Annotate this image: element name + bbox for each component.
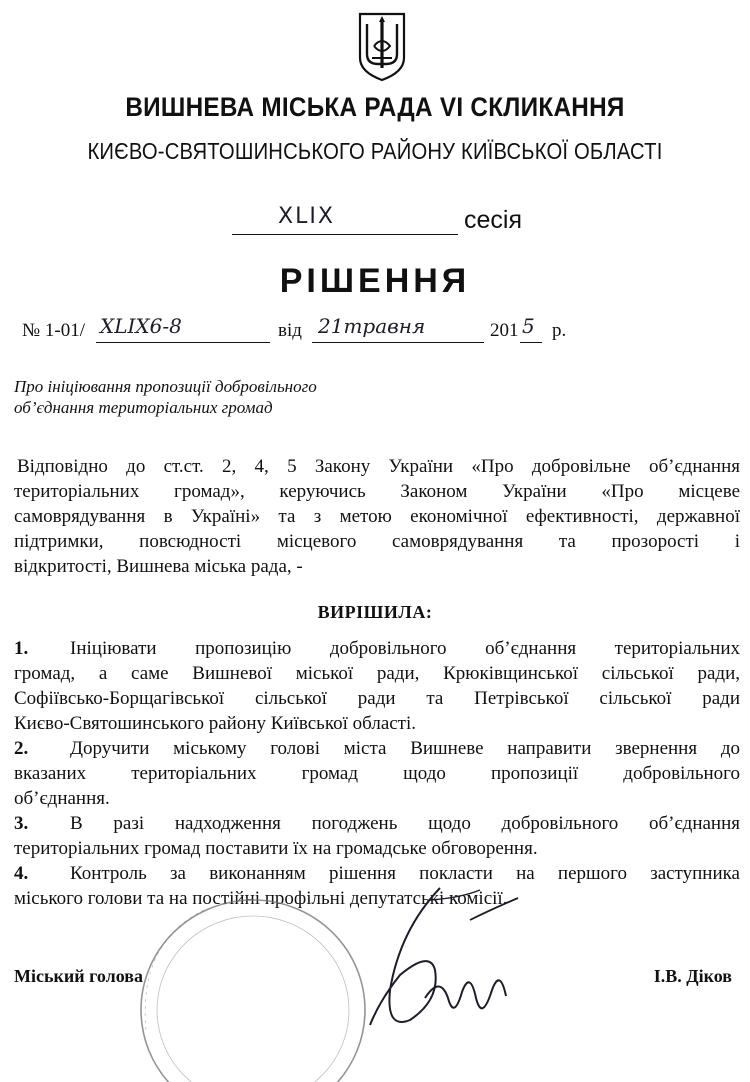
subject-line: об’єднання територіальних громад bbox=[14, 398, 273, 417]
decision-items bbox=[14, 636, 740, 911]
item-line: Софіївсько-Борщагівської сільської ради та Петрівської сільської ради bbox=[14, 688, 740, 709]
decision-subject bbox=[14, 376, 414, 418]
session-line bbox=[232, 206, 592, 240]
year-handwritten: 5 bbox=[522, 314, 535, 338]
item-number: 4. bbox=[14, 863, 29, 884]
resolved-heading: ВИРІШИЛА: bbox=[317, 602, 433, 622]
item-line: Ініціювати пропозицію добровільного об’єднання територіальних bbox=[70, 638, 740, 659]
item-number: 3. bbox=[14, 813, 29, 834]
item-line: Контроль за виконанням рішення покласти на першого заступника bbox=[70, 863, 740, 884]
item-line: громад, а саме Вишневої міської ради, Крюківщинської сільської ради, bbox=[14, 663, 740, 684]
district-title: КИЄВО-СВЯТОШИНСЬКОГО РАЙОНУ КИЇВСЬКОЇ ОБЛАСТІ bbox=[87, 138, 663, 164]
handwritten-signature-icon bbox=[330, 880, 560, 1040]
subject-line: Про ініціювання пропозиції добровільного bbox=[14, 377, 317, 396]
year-prefix: 201 bbox=[490, 320, 519, 341]
preamble-line: самоврядування в Україні» та з метою економічної ефективності, державної bbox=[14, 506, 740, 527]
item-line: В разі надходження погоджень щодо добровільного об’єднання bbox=[70, 813, 740, 834]
decision-title: РІШЕННЯ bbox=[279, 262, 471, 300]
decision-number-line bbox=[22, 316, 622, 346]
number-underline bbox=[96, 342, 270, 343]
date-prefix: від bbox=[278, 320, 302, 341]
preamble-line: територіальних громад», керуючись Законом України «Про місцеве bbox=[14, 481, 740, 502]
number-handwritten: XLIX6-8 bbox=[100, 314, 182, 338]
decision-item-1 bbox=[14, 636, 740, 736]
session-underline bbox=[232, 234, 458, 235]
trident-emblem-icon bbox=[356, 10, 408, 82]
decision-item-3 bbox=[14, 811, 740, 861]
council-title: ВИШНЕВА МІСЬКА РАДА VI СКЛИКАННЯ bbox=[125, 92, 625, 122]
date-underline bbox=[312, 342, 484, 343]
signatory-name: І.В. Діков bbox=[653, 966, 732, 986]
signatory-title: Міський голова bbox=[14, 966, 143, 986]
session-number-handwritten: XLIX bbox=[278, 204, 335, 229]
number-prefix: № 1-01/ bbox=[22, 320, 85, 341]
year-suffix: р. bbox=[552, 320, 567, 341]
item-number: 2. bbox=[14, 738, 29, 759]
item-line: Києво-Святошинського району Київської області. bbox=[14, 713, 417, 734]
item-line: Доручити міському голові міста Вишневе направити звернення до bbox=[70, 738, 740, 759]
item-line: територіальних громад поставити їх на громадське обговорення. bbox=[14, 838, 538, 859]
item-number: 1. bbox=[14, 638, 29, 659]
item-line: об’єднання. bbox=[14, 788, 110, 809]
item-line: міського голови та на постійні профільні депутатські комісії. bbox=[14, 888, 508, 909]
year-underline bbox=[520, 342, 542, 343]
item-line: вказаних територіальних громад щодо пропозиції добровільного bbox=[14, 763, 740, 784]
preamble-line: відкритості, Вишнева міська рада, - bbox=[14, 556, 303, 577]
decision-item-2 bbox=[14, 736, 740, 811]
session-word: сесія bbox=[464, 206, 522, 234]
date-handwritten: 21травня bbox=[318, 314, 426, 338]
preamble-line: підтримки, повсюдності місцевого самоврядування та прозорості і bbox=[14, 531, 740, 552]
preamble-line: Відповідно до ст.ст. 2, 4, 5 Закону України «Про добровільне об’єднання bbox=[17, 456, 740, 477]
preamble bbox=[14, 454, 740, 579]
